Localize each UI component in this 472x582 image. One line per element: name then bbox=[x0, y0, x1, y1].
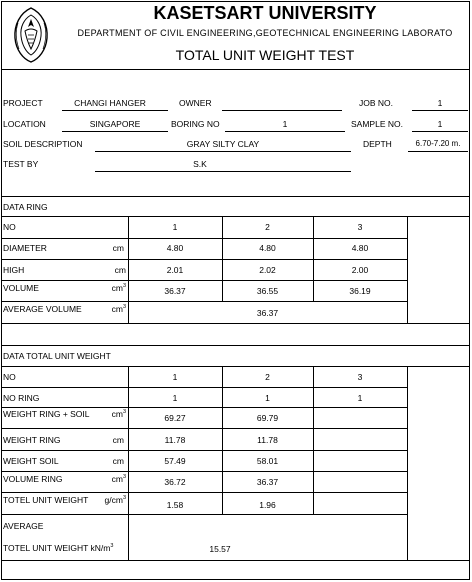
ring-soil-unit-text: cm bbox=[111, 409, 123, 419]
location-underline bbox=[62, 131, 168, 132]
ring-col-line bbox=[407, 216, 408, 323]
no-ring-cell: 1 bbox=[172, 393, 178, 403]
project-underline bbox=[62, 110, 168, 111]
tuw-row-line bbox=[1, 428, 407, 429]
test-by-value: S.K bbox=[193, 159, 207, 169]
test-by-label: TEST BY bbox=[3, 159, 39, 169]
average-label: AVERAGE bbox=[3, 521, 44, 531]
university-name: KASETSART UNIVERSITY bbox=[153, 3, 377, 23]
volume-cell: 36.19 bbox=[349, 286, 371, 296]
ring-soil-cell: 69.27 bbox=[164, 413, 186, 423]
soil-desc-underline bbox=[95, 151, 351, 152]
soil-desc-label: SOIL DESCRIPTION bbox=[3, 139, 83, 149]
no-ring-label: NO RING bbox=[3, 393, 40, 403]
volume-ring-cell: 36.37 bbox=[256, 477, 279, 487]
tuw-section-top bbox=[1, 345, 470, 346]
tuw-col-line bbox=[313, 366, 314, 514]
no-ring-cell: 1 bbox=[265, 393, 270, 403]
volume-unit-sup: 3 bbox=[122, 283, 126, 289]
tuw-cell: 1.96 bbox=[259, 500, 276, 510]
volume-ring-label: VOLUME RING bbox=[3, 474, 63, 484]
university-seal-logo bbox=[6, 5, 56, 65]
test-by-underline bbox=[95, 171, 351, 172]
volume-ring-unit-sup: 3 bbox=[122, 474, 126, 480]
high-cell: 2.02 bbox=[259, 265, 276, 275]
volume-ring-unit-text: cm bbox=[111, 474, 123, 484]
weight-ring-cell: 11.78 bbox=[257, 435, 278, 445]
high-cell: 2.00 bbox=[351, 265, 369, 275]
volume-label: VOLUME bbox=[3, 283, 39, 293]
high-label: HIGH bbox=[3, 265, 25, 275]
avg-volume-value: 36.37 bbox=[256, 308, 279, 318]
volume-ring-unit bbox=[80, 474, 126, 484]
job-no-label: JOB NO. bbox=[359, 98, 394, 108]
weight-soil-unit: cm bbox=[112, 456, 124, 466]
avg-volume-unit-sup: 3 bbox=[122, 304, 126, 310]
job-no-value: 1 bbox=[437, 98, 443, 108]
project-value: CHANGI HANGER bbox=[74, 98, 146, 108]
tuw-no-cell: 3 bbox=[357, 372, 363, 382]
ring-soil-cell: 69.79 bbox=[256, 413, 279, 423]
avg-tuw-label-text: TOTEL UNIT WEIGHT kN/m bbox=[3, 543, 111, 553]
volume-unit-text: cm bbox=[111, 283, 123, 293]
ring-section-top bbox=[1, 196, 470, 197]
weight-soil-cell: 58.01 bbox=[256, 456, 279, 466]
diameter-label: DIAMETER bbox=[3, 243, 47, 253]
location-value: SINGAPORE bbox=[89, 119, 141, 129]
tuw-unit-sup: 3 bbox=[122, 495, 126, 501]
owner-label: OWNER bbox=[179, 98, 212, 108]
tuw-label: TOTEL UNIT WEIGHT bbox=[3, 495, 89, 505]
diameter-unit: cm bbox=[112, 243, 124, 253]
weight-soil-label: WEIGHT SOIL bbox=[3, 456, 59, 466]
tuw-unit-text: g/cm bbox=[104, 495, 123, 505]
ring-row-line bbox=[1, 323, 470, 324]
ring-no-cell: 3 bbox=[357, 222, 363, 232]
tuw-section-title: DATA TOTAL UNIT WEIGHT bbox=[3, 351, 111, 361]
project-label: PROJECT bbox=[3, 98, 43, 108]
weight-ring-cell: 11.78 bbox=[164, 435, 186, 445]
ring-row-line bbox=[1, 216, 470, 217]
tuw-no-label: NO bbox=[3, 372, 16, 382]
ring-soil-label: WEIGHT RING + SOIL bbox=[3, 409, 90, 419]
tuw-row-line bbox=[1, 407, 407, 408]
tuw-col-line bbox=[407, 366, 408, 560]
department-name: DEPARTMENT OF CIVIL ENGINEERING,GEOTECHNICAL ENGINEERING LABORATO bbox=[77, 28, 453, 38]
tuw-row-line bbox=[1, 492, 407, 493]
tuw-row-line bbox=[1, 366, 470, 367]
owner-underline bbox=[222, 110, 342, 111]
tuw-row-line bbox=[1, 514, 407, 515]
volume-unit bbox=[80, 283, 126, 293]
ring-row-line bbox=[1, 259, 407, 260]
boring-no-value: 1 bbox=[282, 119, 288, 129]
high-unit: cm bbox=[114, 265, 126, 275]
boring-no-label: BORING NO bbox=[171, 119, 220, 129]
diameter-cell: 4.80 bbox=[351, 243, 369, 253]
diameter-cell: 4.80 bbox=[259, 243, 276, 253]
tuw-cell: 1.58 bbox=[166, 500, 184, 510]
ring-no-cell: 1 bbox=[172, 222, 178, 232]
sample-no-underline bbox=[412, 131, 468, 132]
tuw-unit bbox=[80, 495, 126, 505]
no-ring-cell: 1 bbox=[357, 393, 363, 403]
avg-tuw-label bbox=[3, 543, 113, 553]
volume-cell: 36.37 bbox=[164, 286, 186, 296]
test-title: TOTAL UNIT WEIGHT TEST bbox=[175, 47, 355, 63]
header-divider bbox=[1, 69, 470, 70]
location-label: LOCATION bbox=[3, 119, 46, 129]
avg-volume-unit bbox=[80, 304, 126, 314]
tuw-row-line bbox=[1, 450, 407, 451]
depth-underline bbox=[408, 151, 468, 152]
sample-no-value: 1 bbox=[437, 119, 443, 129]
depth-label: DEPTH bbox=[363, 139, 392, 149]
ring-row-line bbox=[1, 280, 407, 281]
tuw-no-cell: 2 bbox=[265, 372, 270, 382]
ring-no-label: NO bbox=[3, 222, 16, 232]
ring-soil-unit bbox=[80, 409, 126, 419]
tuw-row-line bbox=[1, 387, 407, 388]
weight-ring-label: WEIGHT RING bbox=[3, 435, 61, 445]
ring-no-cell: 2 bbox=[265, 222, 270, 232]
ring-row-line bbox=[1, 238, 407, 239]
sample-no-label: SAMPLE NO. bbox=[351, 119, 403, 129]
volume-cell: 36.55 bbox=[256, 286, 279, 296]
avg-tuw-value: 15.57 bbox=[209, 544, 231, 554]
weight-soil-cell: 57.49 bbox=[164, 456, 186, 466]
diameter-cell: 4.80 bbox=[166, 243, 184, 253]
job-no-underline bbox=[412, 110, 468, 111]
volume-ring-cell: 36.72 bbox=[164, 477, 186, 487]
avg-tuw-unit-sup: 3 bbox=[110, 543, 114, 549]
tuw-row-line bbox=[1, 471, 407, 472]
depth-value: 6.70-7.20 m. bbox=[415, 139, 461, 148]
boring-no-underline bbox=[225, 131, 345, 132]
weight-ring-unit: cm bbox=[112, 435, 124, 445]
tuw-no-cell: 1 bbox=[172, 372, 178, 382]
avg-volume-unit-text: cm bbox=[111, 304, 123, 314]
data-ring-title: DATA RING bbox=[3, 202, 48, 212]
high-cell: 2.01 bbox=[166, 265, 184, 275]
avg-volume-label: AVERAGE VOLUME bbox=[3, 304, 82, 314]
soil-desc-value: GRAY SILTY CLAY bbox=[186, 139, 260, 149]
ring-soil-unit-sup: 3 bbox=[122, 409, 126, 415]
ring-row-line bbox=[1, 301, 407, 302]
tuw-row-line bbox=[1, 560, 470, 561]
